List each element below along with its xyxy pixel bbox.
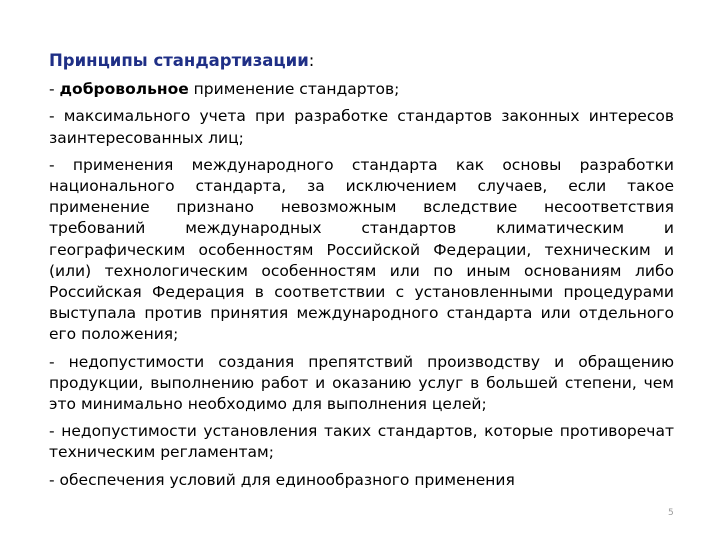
principle-item-voluntary — [49, 79, 674, 100]
principle-prefix: - — [49, 80, 60, 99]
heading-text: Принципы стандартизации — [49, 51, 309, 70]
heading-colon: : — [308, 51, 315, 70]
principle-text: применение стандартов; — [188, 80, 400, 99]
slide-content — [49, 50, 674, 497]
principle-item-international-standard: - применения международного стандарта как основы разработки национального стандарта, за исключением случаев, если такое применение признано невозможным вследствие несоответствия требований международных стандартов климатическим и географическим особенностям Российской Федерации, техническим и (или) технологическим особенностям или по иным основаниям либо Российская Федерация в соответствии с установленными процедурами выступала против принятия международного стандарта или отдельного его положения; — [49, 155, 674, 344]
principle-item-interests: - максимального учета при разработке стандартов законных интересов заинтересованных лиц; — [49, 107, 674, 147]
slide-heading — [49, 50, 674, 71]
principle-item-no-obstacles: - недопустимости создания препятствий производству и обращению продукции, выполнению работ и оказанию услуг в большей степени, чем это минимально необходимо для выполнения целей; — [49, 352, 674, 414]
principle-item-no-contradiction: - недопустимости установления таких стандартов, которые противоречат техническим регламентам; — [49, 422, 674, 462]
principle-emphasis: добровольное — [59, 80, 189, 99]
principle-item-uniform-application: - обеспечения условий для единообразного применения — [49, 470, 515, 489]
page-number: 5 — [668, 508, 674, 518]
